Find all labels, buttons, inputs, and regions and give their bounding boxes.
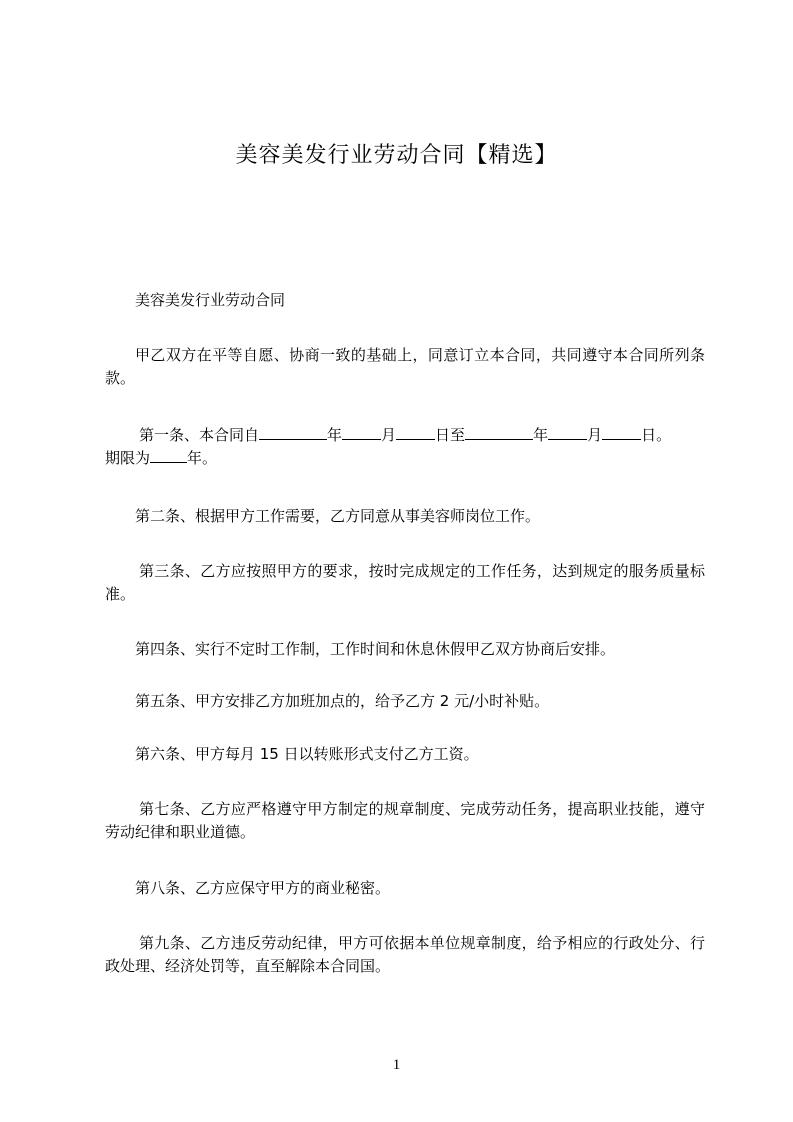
document-title: 美容美发行业劳动合同【精选】 [235,143,558,168]
article-9: 第九条、乙方违反劳动纪律，甲方可依据本单位规章制度，给予相应的行政处分、行政处理、经济处罚等，直至解除本合同国。 [105,934,705,975]
article-5: 第五条、甲方安排乙方加班加点的，给予乙方 2 元/小时补贴。 [135,692,550,710]
article-1-prefix: 第一条、本合同自 [139,426,260,444]
article-8: 第八条、乙方应保守甲方的商业秘密。 [135,879,391,897]
article-4: 第四条、实行不定时工作制，工作时间和休息休假甲乙双方协商后安排。 [135,640,616,658]
end-day-blank [602,424,641,440]
intro-paragraph: 甲乙双方在平等自愿、协商一致的基础上，同意订立本合同，共同遵守本合同所列条款。 [105,346,705,387]
start-day-label: 日至 [435,426,466,444]
term-years-blank [150,447,187,463]
end-day-label: 日。 [641,426,672,444]
end-month-blank [548,424,587,440]
article-2: 第二条、根据甲方工作需要，乙方同意从事美容师岗位工作。 [135,507,541,525]
term-prefix: 期限为 [105,449,151,467]
term-suffix: 年。 [187,449,218,467]
article-6: 第六条、甲方每月 15 日以转账形式支付乙方工资。 [135,745,479,763]
end-year-label: 年 [533,426,549,444]
end-month-label: 月 [587,426,603,444]
page-number: 1 [392,1057,401,1073]
article-7: 第七条、乙方应严格遵守甲方制定的规章制度、完成劳动任务，提高职业技能，遵守劳动纪律和职业道德。 [105,800,705,841]
start-day-blank [396,424,435,440]
start-year-blank [259,424,327,440]
article-3: 第三条、乙方应按照甲方的要求，按时完成规定的工作任务，达到规定的服务质量标准。 [105,562,705,603]
end-year-blank [465,424,533,440]
start-month-blank [342,424,381,440]
start-year-label: 年 [327,426,343,444]
contract-subtitle: 美容美发行业劳动合同 [135,291,286,309]
start-month-label: 月 [381,426,397,444]
article-1 [105,424,705,470]
